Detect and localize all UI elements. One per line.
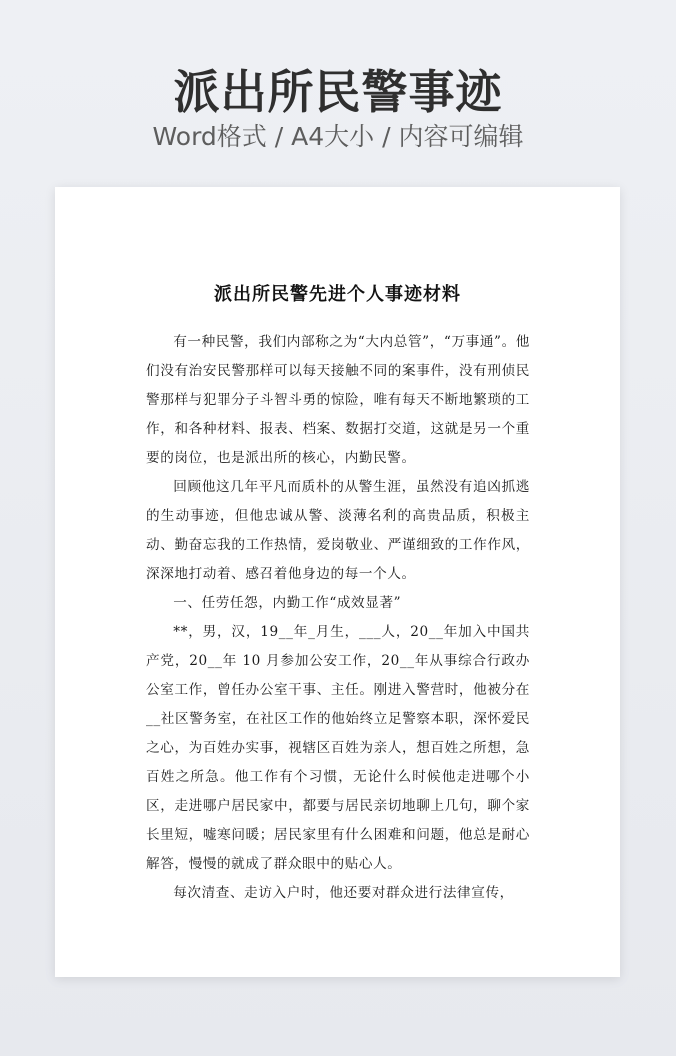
paragraph-review: 回顾他这几年平凡而质朴的从警生涯，虽然没有追凶抓逃的生动事迹，但他忠诚从警、淡薄名利的高贵品质，积极主动、勤奋忘我的工作热情，爱岗敬业、严谨细致的工作作风，深深地打动着、感召着他身边的每一个人。 bbox=[146, 479, 530, 582]
document-body bbox=[146, 328, 530, 908]
document-title: 派出所民警先进个人事迹材料 bbox=[214, 284, 461, 305]
paragraph-profile: **，男，汉，19__年_月生，___人，20__年加入中国共产党，20__年 10 月参加公安工作，20__年从事综合行政办公室工作，曾任办公室干事、主任。刚进入警营时，他被分在__社区警务室，在社区工作的他始终立足警察本职，深怀爱民之心，为百姓办实事，视辖区百姓为亲人，想百姓之所想，急百姓之所急。他工作有个习惯，无论什么时候他走进哪个小区，走进哪户居民家中，都要与居民亲切地聊上几句，聊个家长里短，嘘寒问暖；居民家里有什么困难和问题，他总是耐心解答，慢慢的就成了群众眼中的贴心人。 bbox=[146, 624, 530, 872]
document-page bbox=[55, 187, 620, 977]
paragraph-intro: 有一种民警，我们内部称之为“大内总管”，“万事通”。他们没有治安民警那样可以每天接触不同的案事件，没有刑侦民警那样与犯罪分子斗智斗勇的惊险，唯有每天不断地繁琐的工作，和各种材料、报表、档案、数据打交道，这就是另一个重要的岗位，也是派出所的核心，内勤民警。 bbox=[146, 334, 530, 466]
banner-title: 派出所民警事迹 bbox=[173, 65, 503, 119]
paragraph-visits: 每次清查、走访入户时，他还要对群众进行法律宣传， bbox=[173, 885, 514, 901]
section-heading-1: 一、任劳任怨，内勤工作“成效显著” bbox=[173, 595, 402, 611]
banner-subtitle: Word格式 / A4大小 / 内容可编辑 bbox=[152, 122, 524, 151]
